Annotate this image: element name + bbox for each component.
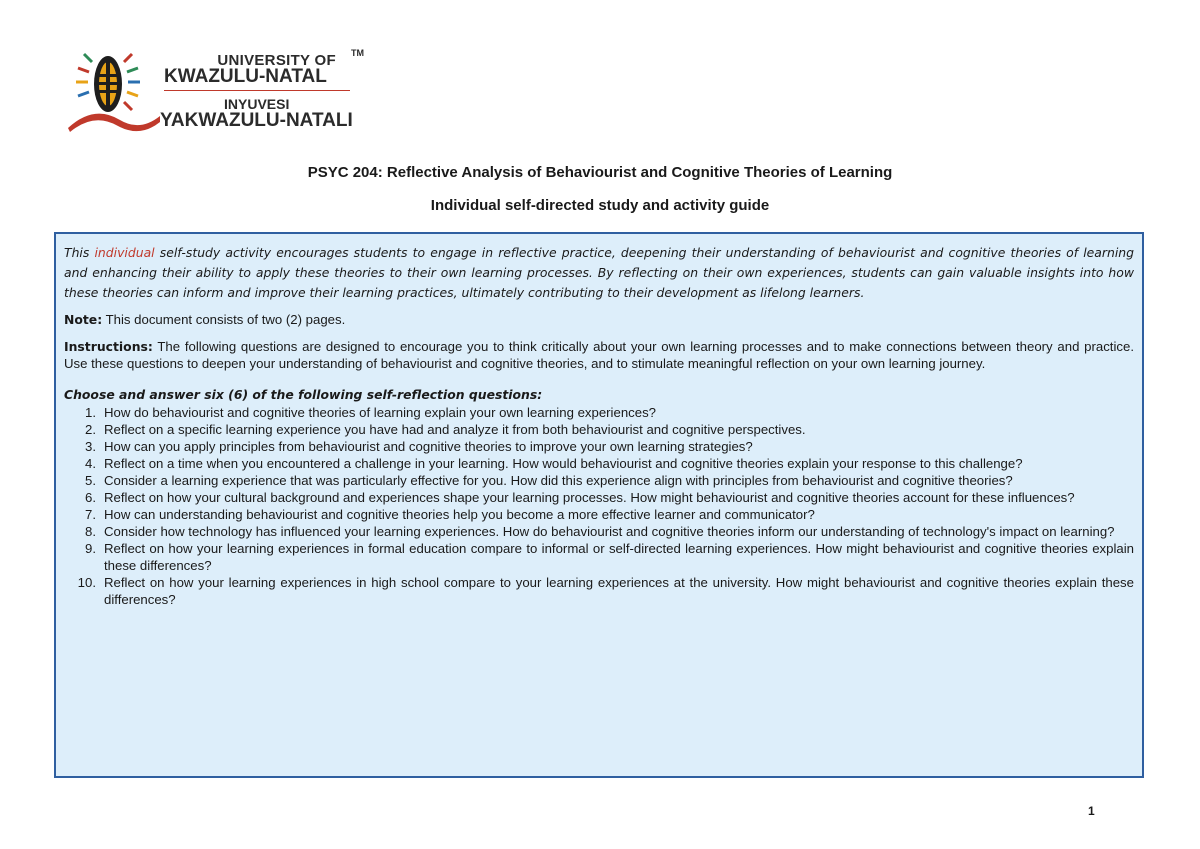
list-item [64,455,1134,472]
intro-before: This [64,245,95,260]
intro-after: self-study activity encourages students to engage in reflective practice, deepening their understanding of behaviourist and cognitive theories of learning and enhancing their ability to apply these theories to their own learning processes. By reflecting on their own experiences, students can gain valuable insights into how these theories can inform and improve their learning practices, ultimately contributing to their development as lifelong learners. [64,245,1134,300]
list-item [64,421,1134,438]
note-paragraph [64,311,1134,328]
question-text: Reflect on how your learning experiences in formal education compare to informal or self-directed learning experiences. How might behaviourist and cognitive theories explain these differences? [104,541,1134,573]
question-text: Reflect on a time when you encountered a challenge in your learning. How would behaviourist and cognitive theories explain your response to this challenge? [104,456,1023,471]
list-item [64,523,1134,540]
logo-text-inyuvesi: INYUVESI [224,96,290,112]
list-item [64,404,1134,421]
logo-trademark: TM [351,48,364,58]
question-number: 6. [85,490,96,505]
note-label: Note: [64,312,103,327]
question-number: 3. [85,439,96,454]
logo-text-yakwazulu-natali: YAKWAZULU-NATALI [160,110,353,131]
list-item [64,540,1134,574]
university-logo [64,44,364,140]
question-text: How do behaviourist and cognitive theories of learning explain your own learning experiences? [104,405,657,420]
instructions-label: Instructions: [64,339,153,354]
instructions-paragraph [64,338,1134,372]
instructions-text: The following questions are designed to encourage you to think critically about your own learning processes and to make connections between theory and practice. Use these questions to deepen your understanding of behaviourist and cognitive theories, and to stimulate meaningful reflection on your own learning journey. [64,339,1134,371]
intro-highlight: individual [94,245,155,260]
question-text: Consider a learning experience that was particularly effective for you. How did this experience align with principles from behaviourist and cognitive theories? [104,473,1013,488]
question-number: 1. [85,405,96,420]
list-item [64,438,1134,455]
question-text: Reflect on a specific learning experience you have had and analyze it from both behaviourist and cognitive perspectives. [104,422,806,437]
question-text: How can you apply principles from behaviourist and cognitive theories to improve your own learning strategies? [104,439,753,454]
document-title: PSYC 204: Reflective Analysis of Behaviourist and Cognitive Theories of Learning [307,164,893,181]
logo-text-kwazulu-natal: KWAZULU-NATAL [164,66,327,87]
logo-divider [164,90,350,91]
question-number: 4. [85,456,96,471]
question-number: 7. [85,507,96,522]
intro-paragraph [64,243,1134,303]
question-number: 10. [77,575,96,590]
document-subtitle: Individual self-directed study and activity guide [430,197,770,214]
question-number: 9. [85,541,96,556]
ukzn-shield-icon [64,44,164,140]
logo-text-university-of: UNIVERSITY OF [217,52,336,69]
question-number: 2. [85,422,96,437]
page-number: 1 [1088,804,1095,818]
list-item [64,489,1134,506]
questions-list [64,404,1134,608]
question-text: Consider how technology has influenced your learning experiences. How do behaviourist and cognitive theories inform our understanding of technology's impact on learning? [104,524,1115,539]
list-item [64,472,1134,489]
activity-box [54,232,1144,778]
question-number: 5. [85,473,96,488]
note-text: This document consists of two (2) pages. [102,312,346,327]
question-number: 8. [85,524,96,539]
question-text: How can understanding behaviourist and cognitive theories help you become a more effective learner and communicator? [104,507,815,522]
questions-heading: Choose and answer six (6) of the following self-reflection questions: [64,387,543,402]
question-text: Reflect on how your learning experiences in high school compare to your learning experiences at the university. How might behaviourist and cognitive theories explain these differences? [104,575,1134,607]
question-text: Reflect on how your cultural background and experiences shape your learning processes. How might behaviourist and cognitive theories account for these influences? [104,490,1075,505]
list-item [64,574,1134,608]
list-item [64,506,1134,523]
